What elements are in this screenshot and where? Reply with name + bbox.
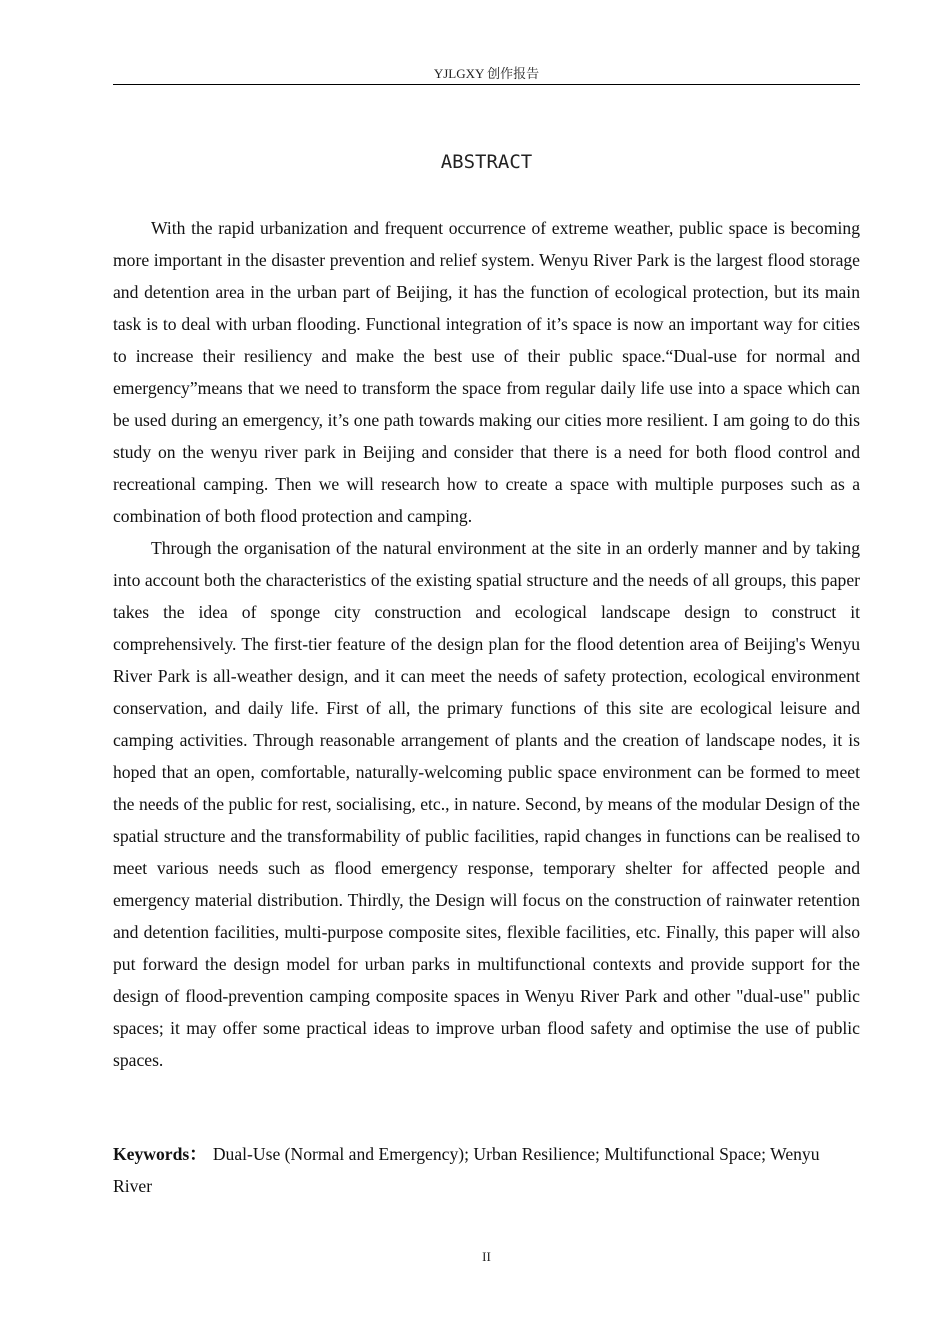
header-text: YJLGXY 创作报告 (433, 66, 540, 81)
page-header (113, 64, 860, 85)
keywords-label: Keywords： (113, 1144, 207, 1164)
page-title: ABSTRACT (440, 151, 533, 173)
keywords-section (113, 1138, 860, 1202)
page-number: II (482, 1249, 491, 1264)
abstract-paragraph-1: With the rapid urbanization and frequent occurrence of extreme weather, public space is becoming more important in the disaster prevention and relief system. Wenyu River Park is the largest flood storage and detention area in the urban part of Beijing, it has the function of ecological protection, but its main task is to deal with urban flooding. Functional integration of it’s space is now an important way for cities to increase their resiliency and make the best use of their public space.“Dual-use for normal and emergency”means that we need to transform the space from regular daily life use into a space which can be used during an emergency, it’s one path towards making our cities more resilient. I am going to do this study on the wenyu river park in Beijing and consider that there is a need for both flood control and recreational camping. Then we will research how to create a space with multiple purposes such as a combination of both flood protection and camping. (113, 218, 860, 526)
abstract-body (113, 212, 860, 1076)
abstract-paragraph-2: Through the organisation of the natural environment at the site in an orderly manner and by taking into account both the characteristics of the existing spatial structure and the needs of all groups, this paper takes the idea of sponge city construction and ecological landscape design to construct it comprehensively. The first-tier feature of the design plan for the flood detention area of Beijing's Wenyu River Park is all-weather design, and it can meet the needs of safety protection, ecological environment conservation, and daily life. First of all, the primary functions of this site are ecological leisure and camping activities. Through reasonable arrangement of plants and the creation of landscape nodes, it is hoped that an open, comfortable, naturally-welcoming public space environment can be formed to meet the needs of the public for rest, socialising, etc., in nature. Second, by means of the modular Design of the spatial structure and the transformability of public facilities, rapid changes in functions can be realised to meet various needs such as flood emergency response, temporary shelter for affected people and emergency material distribution. Thirdly, the Design will focus on the construction of rainwater retention and detention facilities, multi-purpose composite sites, flexible facilities, etc. Finally, this paper will also put forward the design model for urban parks in multifunctional contexts and provide support for the design of flood-prevention camping composite spaces in Wenyu River Park and other "dual-use" public spaces; it may offer some practical ideas to improve urban flood safety and optimise the use of public spaces. (113, 538, 860, 1070)
keywords-value: Dual-Use (Normal and Emergency); Urban Resilience; Multifunctional Space; Wenyu River (113, 1144, 820, 1196)
